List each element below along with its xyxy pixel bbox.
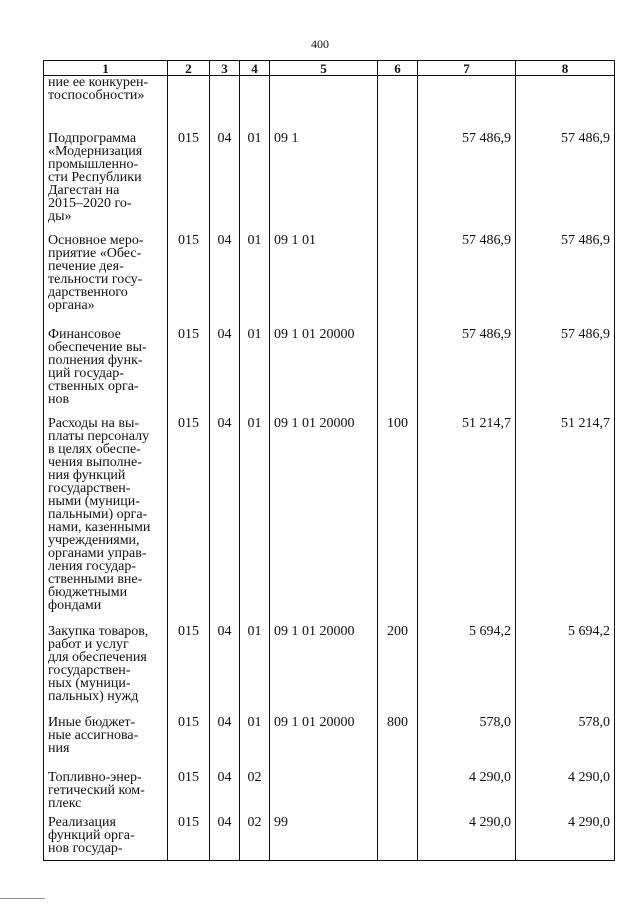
cell-expense-type	[378, 132, 418, 234]
cell-admin-code: 015	[168, 816, 210, 861]
cell-target-article: 09 1	[270, 132, 378, 234]
cell-admin-code: 015	[168, 716, 210, 771]
cell-amount-8: 51 214,7	[516, 417, 615, 625]
cell-amount-8: 4 290,0	[516, 816, 615, 861]
cell-subsection	[240, 76, 270, 132]
cell-amount-7: 51 214,7	[418, 417, 516, 625]
cell-target-article	[270, 76, 378, 132]
cell-target-article: 09 1 01 20000	[270, 716, 378, 771]
cell-amount-8: 57 486,9	[516, 132, 615, 234]
cell-expense-type: 200	[378, 625, 418, 716]
cell-subsection: 02	[240, 816, 270, 861]
cell-subsection: 01	[240, 328, 270, 417]
cell-section: 04	[210, 328, 240, 417]
cell-amount-8: 5 694,2	[516, 625, 615, 716]
cell-amount-7: 578,0	[418, 716, 516, 771]
row-name: Иные бюджет- ные ассигнова- ния	[44, 716, 168, 771]
cell-amount-8: 57 486,9	[516, 234, 615, 328]
cell-amount-7: 57 486,9	[418, 132, 516, 234]
table-row	[44, 716, 615, 771]
cell-admin-code: 015	[168, 771, 210, 816]
cell-target-article: 99	[270, 816, 378, 861]
budget-table	[43, 60, 615, 861]
cell-section: 04	[210, 816, 240, 861]
cell-admin-code: 015	[168, 234, 210, 328]
cell-expense-type: 800	[378, 716, 418, 771]
cell-expense-type	[378, 771, 418, 816]
column-header: 8	[516, 61, 615, 76]
column-header: 2	[168, 61, 210, 76]
header-row	[44, 61, 615, 76]
cell-subsection: 01	[240, 234, 270, 328]
cell-amount-7: 4 290,0	[418, 771, 516, 816]
cell-expense-type	[378, 816, 418, 861]
table-row	[44, 417, 615, 625]
column-header: 7	[418, 61, 516, 76]
cell-target-article	[270, 771, 378, 816]
column-header: 3	[210, 61, 240, 76]
cell-section	[210, 76, 240, 132]
cell-amount-7: 57 486,9	[418, 234, 516, 328]
cell-subsection: 01	[240, 716, 270, 771]
cell-subsection: 02	[240, 771, 270, 816]
footer-divider	[0, 898, 45, 899]
page-number: 400	[311, 37, 329, 51]
cell-expense-type: 100	[378, 417, 418, 625]
table-row	[44, 816, 615, 861]
cell-amount-7: 5 694,2	[418, 625, 516, 716]
table-row	[44, 76, 615, 132]
cell-amount-8: 578,0	[516, 716, 615, 771]
cell-expense-type	[378, 76, 418, 132]
cell-target-article: 09 1 01	[270, 234, 378, 328]
row-name: Финансовое обеспечение вы- полнения функ- ций государ- ственных орга- нов	[44, 328, 168, 417]
cell-admin-code: 015	[168, 328, 210, 417]
cell-subsection: 01	[240, 417, 270, 625]
column-header: 5	[270, 61, 378, 76]
cell-expense-type	[378, 328, 418, 417]
cell-section: 04	[210, 417, 240, 625]
cell-amount-7	[418, 76, 516, 132]
cell-amount-7: 4 290,0	[418, 816, 516, 861]
cell-section: 04	[210, 132, 240, 234]
cell-target-article: 09 1 01 20000	[270, 328, 378, 417]
row-name: Топливно-энер- гетический ком- плекс	[44, 771, 168, 816]
cell-section: 04	[210, 771, 240, 816]
cell-amount-8: 57 486,9	[516, 328, 615, 417]
table-row	[44, 234, 615, 328]
cell-admin-code	[168, 76, 210, 132]
cell-target-article: 09 1 01 20000	[270, 417, 378, 625]
cell-admin-code: 015	[168, 625, 210, 716]
column-header: 4	[240, 61, 270, 76]
row-name: ние ее конкурен- тоспособности»	[44, 76, 168, 132]
column-header: 6	[378, 61, 418, 76]
table-row	[44, 328, 615, 417]
row-name: Основное меро- приятие «Обес- печение дея- тельности госу- дарственного органа»	[44, 234, 168, 328]
cell-subsection: 01	[240, 132, 270, 234]
row-name: Расходы на вы- платы персоналу в целях обеспе- чения выполне- ния функций государствен- ными (муници- пальными) орга- нами, казенными учреждениями, органами управ- ления государ- ственными вне- бюджетными фондами	[44, 417, 168, 625]
cell-amount-8	[516, 76, 615, 132]
column-header: 1	[44, 61, 168, 76]
cell-subsection: 01	[240, 625, 270, 716]
cell-expense-type	[378, 234, 418, 328]
cell-admin-code: 015	[168, 132, 210, 234]
cell-admin-code: 015	[168, 417, 210, 625]
cell-target-article: 09 1 01 20000	[270, 625, 378, 716]
cell-amount-8: 4 290,0	[516, 771, 615, 816]
cell-section: 04	[210, 234, 240, 328]
row-name: Реализация функций орга- нов государ-	[44, 816, 168, 861]
table-row	[44, 771, 615, 816]
row-name: Подпрограмма «Модернизация промышленно- сти Республики Дагестан на 2015–2020 го- ды»	[44, 132, 168, 234]
cell-section: 04	[210, 625, 240, 716]
table-row	[44, 132, 615, 234]
cell-amount-7: 57 486,9	[418, 328, 516, 417]
table-row	[44, 625, 615, 716]
row-name: Закупка товаров, работ и услуг для обеспечения государствен- ных (муници- пальных) нужд	[44, 625, 168, 716]
cell-section: 04	[210, 716, 240, 771]
